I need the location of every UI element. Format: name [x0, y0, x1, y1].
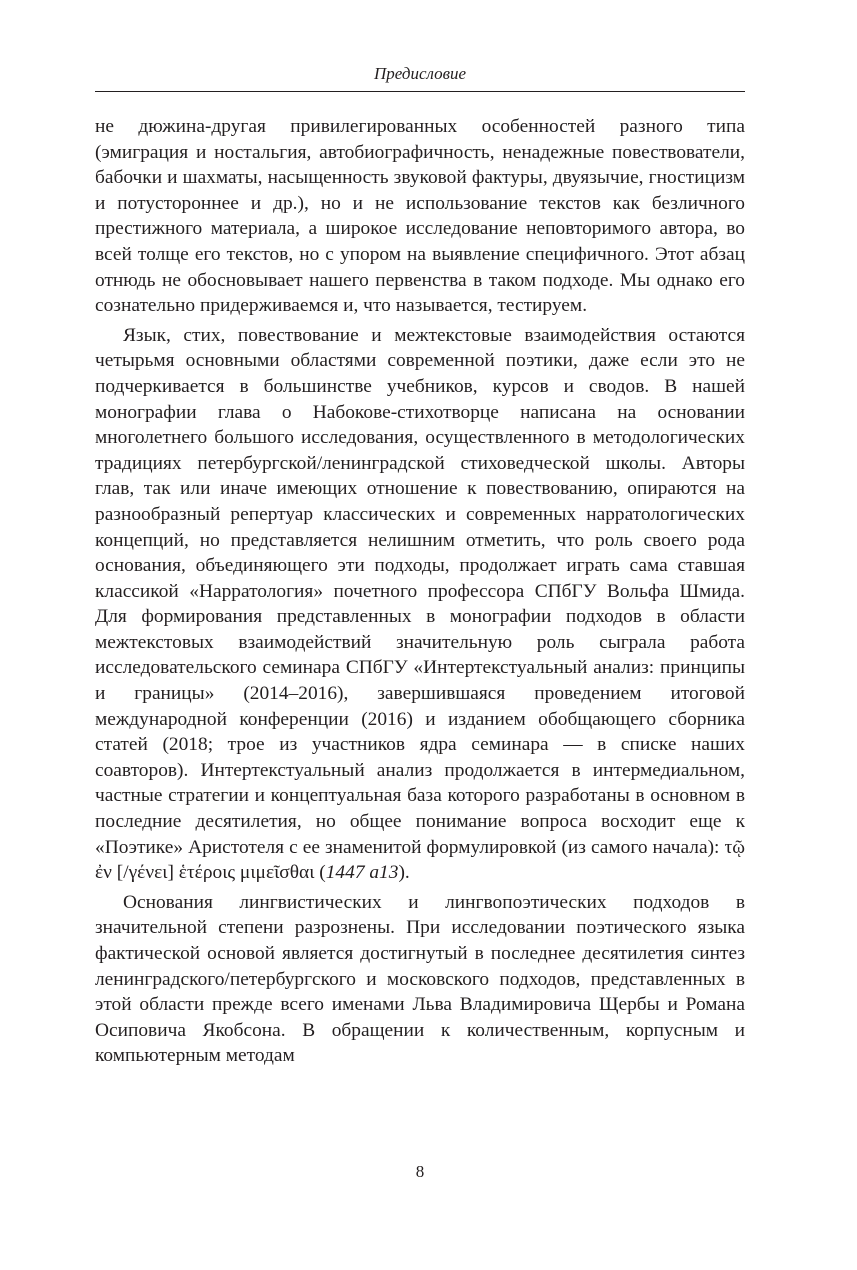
- paragraph-text: Основания лингвистических и лингвопоэтических подходов в значительной степени разрознены. При исследовании поэтического языка фактической основой является достигнутый в последнее десятилетия синтез ленинградского/петербургского и московского подходов, представленных в этой области прежде всего именами Льва Владимировича Щербы и Романа Осиповича Якобсона. В обращении к количественным, корпусным и компьютерным методам: [95, 891, 745, 1067]
- body-text: [95, 114, 745, 1069]
- page-number: 8: [415, 1162, 425, 1181]
- paragraph-tail: ).: [398, 862, 410, 884]
- paragraph-text: не дюжина-другая привилегированных особенностей разного типа (эмиграция и ностальгия, автобиографичность, ненадежные повествователи, бабочки и шахматы, насыщенность звуковой фактуры, двуязычие, гностицизм и потустороннее и др.), но и не использование текстов как безличного престижного материала, а широкое исследование неповторимого автора, во всей толще его текстов, но с упором на выявление специфичного. Этот абзац отнюдь не обосновывает нашего первенства в таком подходе. Мы однако его сознательно придерживаемся и, что называется, тестируем.: [95, 116, 745, 317]
- paragraph-2: [95, 323, 745, 886]
- paragraph-text: Язык, стих, повествование и межтекстовые взаимодействия остаются четырьмя основными областями современной поэтики, даже если это не подчеркивается в большинстве учебников, курсов и сводов. В нашей монографии глава о Набокове-стихотворце написана на основании многолетнего большого исследования, осуществленного в методологических традициях петербургской/ленинградской стиховедческой школы. Авторы глав, так или иначе имеющих отношение к повествованию, опираются на разнообразный репертуар классических и современных нарратологических концепций, но представляется нелишним отметить, что роль своего рода основания, объединяющего эти подходы, продолжает играть сама ставшая классикой «Нарратология» почетного профессора СПбГУ Вольфа Шмида. Для формирования представленных в монографии подходов в области межтекстовых взаимодействий значительную роль сыграла работа исследовательского семинара СПбГУ «Интертекстуальный анализ: принципы и границы» (2014–2016), завершившаяся проведением итоговой международной конференции (2016) и изданием обобщающего сборника статей (2018; трое из участников ядра семинара — в списке наших соавторов). Интертекстуальный анализ продолжается в интермедиальном, частные стратегии и концептуальная база которого разработаны в основном в последние десятилетия, но общее понимание вопроса восходит еще к «Поэтике» Аристотеля с ее знаменитой формулировкой (из самого начала): τῷ ἐν [/γένει] ἑτέροις μιμεῖσθαι (: [95, 324, 745, 884]
- paragraph-1: [95, 114, 745, 319]
- running-head: Предисловие: [373, 64, 467, 83]
- aristotle-citation: 1447 a13: [325, 862, 399, 884]
- header-rule: [95, 91, 745, 92]
- paragraph-3: [95, 890, 745, 1069]
